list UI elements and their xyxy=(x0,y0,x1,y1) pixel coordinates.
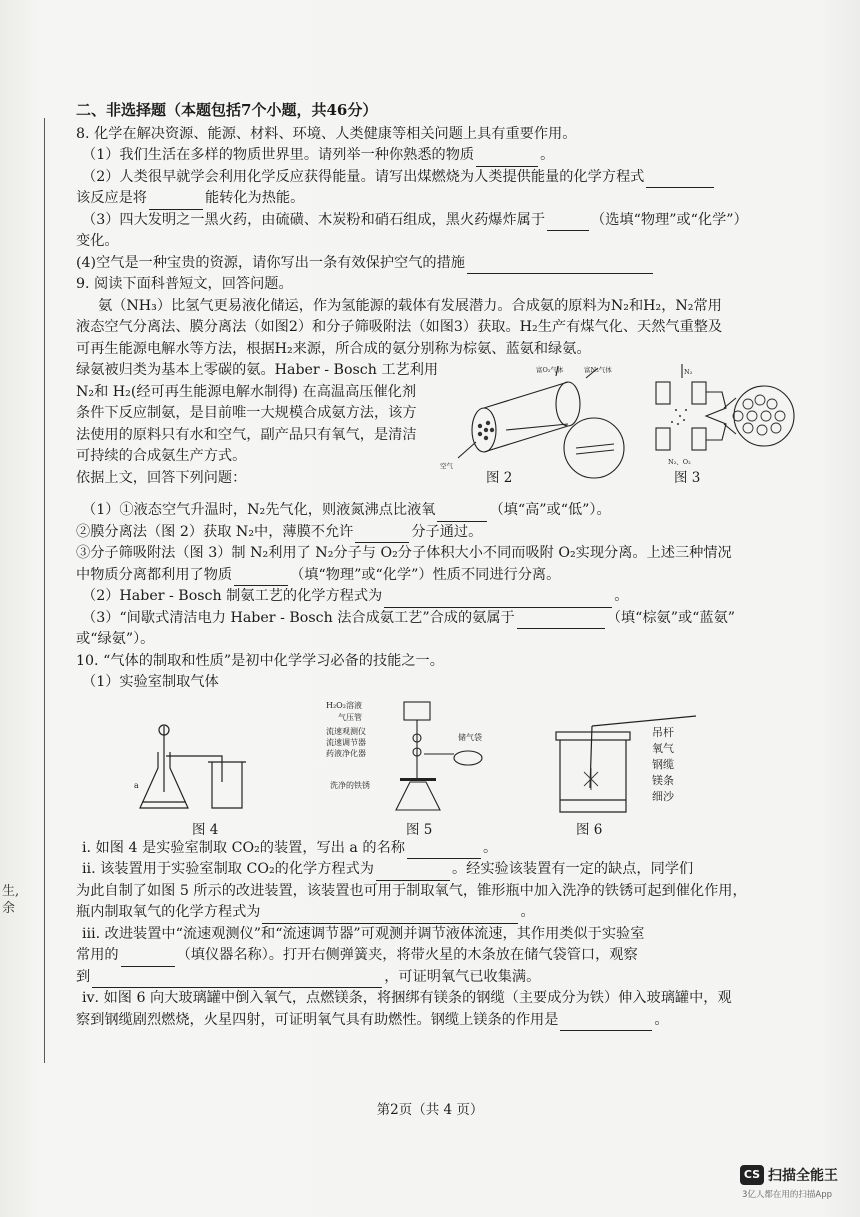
answer-blank[interactable] xyxy=(407,842,481,859)
fig3-label-n2: N₂ xyxy=(684,368,693,376)
binding-margin-line xyxy=(44,118,45,1063)
fig5-label-2: 流速观测仪 xyxy=(326,726,366,736)
answer-blank[interactable] xyxy=(92,971,382,988)
question-10 xyxy=(76,651,776,1032)
fig6-label-2: 钢缆 xyxy=(652,757,674,771)
q9-sub1d: 中物质分离都利用了物质 （填“物理”或“化学”）性质不同进行分离。 xyxy=(76,565,776,587)
answer-blank[interactable] xyxy=(437,505,487,522)
section-heading: 二、非选择题（本题包括7个小题，共46分） xyxy=(76,101,378,119)
q10-item-iv: ⅳ. 如图 6 向大玻璃罐中倒入氧气，点燃镁条，将捆绑有镁条的钢缆（主要成分为铁）伸入玻璃罐中，观 xyxy=(82,990,732,1006)
fig5-label-3: 流速调节器 xyxy=(326,737,366,747)
figure-3-caption: 图 3 xyxy=(674,470,701,486)
scanner-watermark xyxy=(740,1163,852,1203)
q9-para1: 氨（NH₃）比氢气更易液化储运，作为氢能源的载体有发展潜力。合成氨的原料为N₂和H₂，N₂常用 xyxy=(98,297,722,314)
q10-item-ii-cont2: 瓶内制取氧气的化学方程式为 。 xyxy=(76,902,776,924)
figure-4-co2-apparatus xyxy=(136,722,266,820)
answer-blank[interactable] xyxy=(646,171,714,188)
answer-blank[interactable] xyxy=(517,612,605,629)
figure-5-caption: 图 5 xyxy=(406,821,433,838)
answer-blank[interactable] xyxy=(262,907,518,924)
scanner-app-tagline: 3亿人都在用的扫描App xyxy=(742,1190,833,1200)
figure-5-improved-apparatus xyxy=(324,698,504,816)
fig2-label-air: 空气 xyxy=(440,462,453,470)
fig6-label-0: 吊杆 xyxy=(652,725,674,739)
q10-item-iii-cont1: 常用的 （填仪器名称）。打开右侧弹簧夹，将带火星的木条放在储气袋管口，观察 xyxy=(76,945,776,967)
q10-item-iii-cont2: 到 ，可证明氧气已收集满。 xyxy=(76,967,776,989)
answer-blank[interactable] xyxy=(384,591,612,608)
answer-blank[interactable] xyxy=(376,864,450,881)
q8-part1: （1）我们生活在多样的物质世界里。请列举一种你熟悉的物质 。 xyxy=(76,145,776,167)
answer-blank[interactable] xyxy=(121,950,175,967)
q8-stem: 8. 化学在解决资源、能源、材料、环境、人类健康等相关问题上具有重要作用。 xyxy=(76,125,577,142)
q10-item-ii-cont1: 为此自制了如图 5 所示的改进装置，该装置也可用于制取氧气，锥形瓶中加入洗净的铁锈可起到催化作用， xyxy=(76,882,747,899)
answer-blank[interactable] xyxy=(149,193,203,210)
q8-part2-cont: 该反应是将 能转化为热能。 xyxy=(76,188,776,210)
fig2-label-top2: 富N₂气体 xyxy=(584,366,612,374)
figure-6-magnesium-wire-apparatus xyxy=(546,712,706,818)
answer-blank[interactable] xyxy=(476,150,538,167)
fig5-label-0: H₂O₂溶液 xyxy=(326,700,362,710)
figure-4-caption: 图 4 xyxy=(192,821,219,838)
fig6-label-1: 氧气 xyxy=(652,741,674,755)
q8-part3-cont: 变化。 xyxy=(76,233,119,249)
q9-para8: 可持续的合成氨生产方式。 xyxy=(76,448,247,464)
q9-sub2: （2）Haber - Bosch 制氨工艺的化学方程式为 。 xyxy=(76,586,776,608)
fig5-label-5: 储气袋 xyxy=(458,732,482,742)
q10-figure-row xyxy=(76,698,776,838)
q9-sub3-cont: 或“绿氨”）。 xyxy=(76,631,155,647)
q9-sub1c: ③分子筛吸附法（图 3）制 N₂利用了 N₂分子与 O₂分子体积大小不同而吸附 O₂实现分离。上述三种情况 xyxy=(76,545,732,561)
margin-mark-2: 余 xyxy=(2,901,16,916)
q9-para5: N₂和 H₂(经可再生能源电解水制得) 在高温高压催化剂 xyxy=(76,383,417,400)
q8-part3: （3）四大发明之一黑火药，由硫磺、木炭粉和硝石组成，黑火药爆炸属于 （选填“物理”或“化学”） xyxy=(76,210,776,232)
q9-prompt: 依据上文，回答下列问题： xyxy=(76,469,247,486)
figure-2-caption: 图 2 xyxy=(486,470,513,486)
q9-sub1a: （1）①液态空气升温时，N₂先气化，则液氮沸点比液氧 （填“高”或“低”）。 xyxy=(76,500,776,522)
q10-stem: 10. “气体的制取和性质”是初中化学学习必备的技能之一。 xyxy=(76,652,444,669)
q9-para6: 条件下反应制氨，是目前唯一大规模合成氨方法，该方 xyxy=(76,405,417,421)
q10-item-i: ⅰ. 如图 4 是实验室制取 CO₂的装置，写出 a 的名称 。 xyxy=(76,838,776,860)
q10-item-iv-cont: 察到钢缆剧烈燃烧，火星四射，可证明氧气具有助燃性。钢缆上镁条的作用是 。 xyxy=(76,1010,776,1032)
answer-blank[interactable] xyxy=(547,214,589,231)
q9-para4: 绿氨被归类为基本上零碳的氨。Haber - Bosch 工艺利用 xyxy=(76,362,439,378)
page-footer: 第2页（共 4 页） xyxy=(376,1102,484,1118)
fig2-label-top1: 富O₂气体 xyxy=(536,366,564,374)
figure-2-membrane-diagram xyxy=(436,364,636,482)
figure-6-caption: 图 6 xyxy=(576,821,603,838)
fig5-label-4: 药液净化器 xyxy=(326,748,366,758)
fig5-label-1: 气压管 xyxy=(338,712,362,722)
fig3-label-bottom: N₂、O₂ xyxy=(668,458,691,466)
q9-figure-row xyxy=(76,360,776,500)
q10-sub1: （1）实验室制取气体 xyxy=(82,674,219,690)
margin-mark-1: 生, xyxy=(2,884,20,899)
figure-3-molecular-sieve-diagram xyxy=(652,360,794,482)
q10-item-iii: ⅲ. 改进装置中“流速观测仪”和“流速调节器”可观测并调节液体流速，其作用类似于实验室 xyxy=(82,925,645,942)
question-9 xyxy=(76,274,776,651)
fig6-label-3: 镁条 xyxy=(652,773,674,787)
fig6-label-4: 细沙 xyxy=(652,789,674,803)
q9-para2: 液态空气分离法、膜分离法（如图2）和分子筛吸附法（如图3）获取。H₂生产有煤气化、天然气重整及 xyxy=(76,319,723,335)
q9-para7: 法使用的原料只有水和空气，副产品只有氧气，是清洁 xyxy=(76,426,417,443)
q9-sub3: （3）“间歇式清洁电力 Haber - Bosch 法合成氨工艺”合成的氨属于 （填“棕氨”或“蓝氨” xyxy=(76,608,776,630)
cs-logo-icon: CS xyxy=(740,1165,764,1185)
q10-item-ii: ⅱ. 该装置用于实验室制取 CO₂的化学方程式为 。经实验该装置有一定的缺点，同学们 xyxy=(76,859,776,881)
q9-para3: 可再生能源电解水等方法，根据H₂来源，所合成的氨分别称为棕氨、蓝氨和绿氨。 xyxy=(76,340,591,357)
scanner-app-name: 扫描全能王 xyxy=(768,1168,838,1184)
answer-blank[interactable] xyxy=(560,1014,652,1031)
exam-content xyxy=(76,100,776,1031)
question-8 xyxy=(76,124,776,275)
answer-blank[interactable] xyxy=(234,569,288,586)
answer-blank[interactable] xyxy=(467,257,653,274)
q8-part4: (4)空气是一种宝贵的资源，请你写出一条有效保护空气的措施 xyxy=(76,253,776,275)
q9-stem: 9. 阅读下面科普短文，回答问题。 xyxy=(76,276,293,292)
q9-sub1b: ②膜分离法（图 2）获取 N₂中，薄膜不允许 分子通过。 xyxy=(76,522,776,544)
fig5-label-6: 洗净的铁锈 xyxy=(330,780,370,790)
q9-wrapped-text xyxy=(76,360,439,489)
fig4-label-a: a xyxy=(134,780,139,790)
answer-blank[interactable] xyxy=(355,526,409,543)
q8-part2: （2）人类很早就学会利用化学反应获得能量。请写出煤燃烧为人类提供能量的化学方程式 xyxy=(76,167,776,189)
